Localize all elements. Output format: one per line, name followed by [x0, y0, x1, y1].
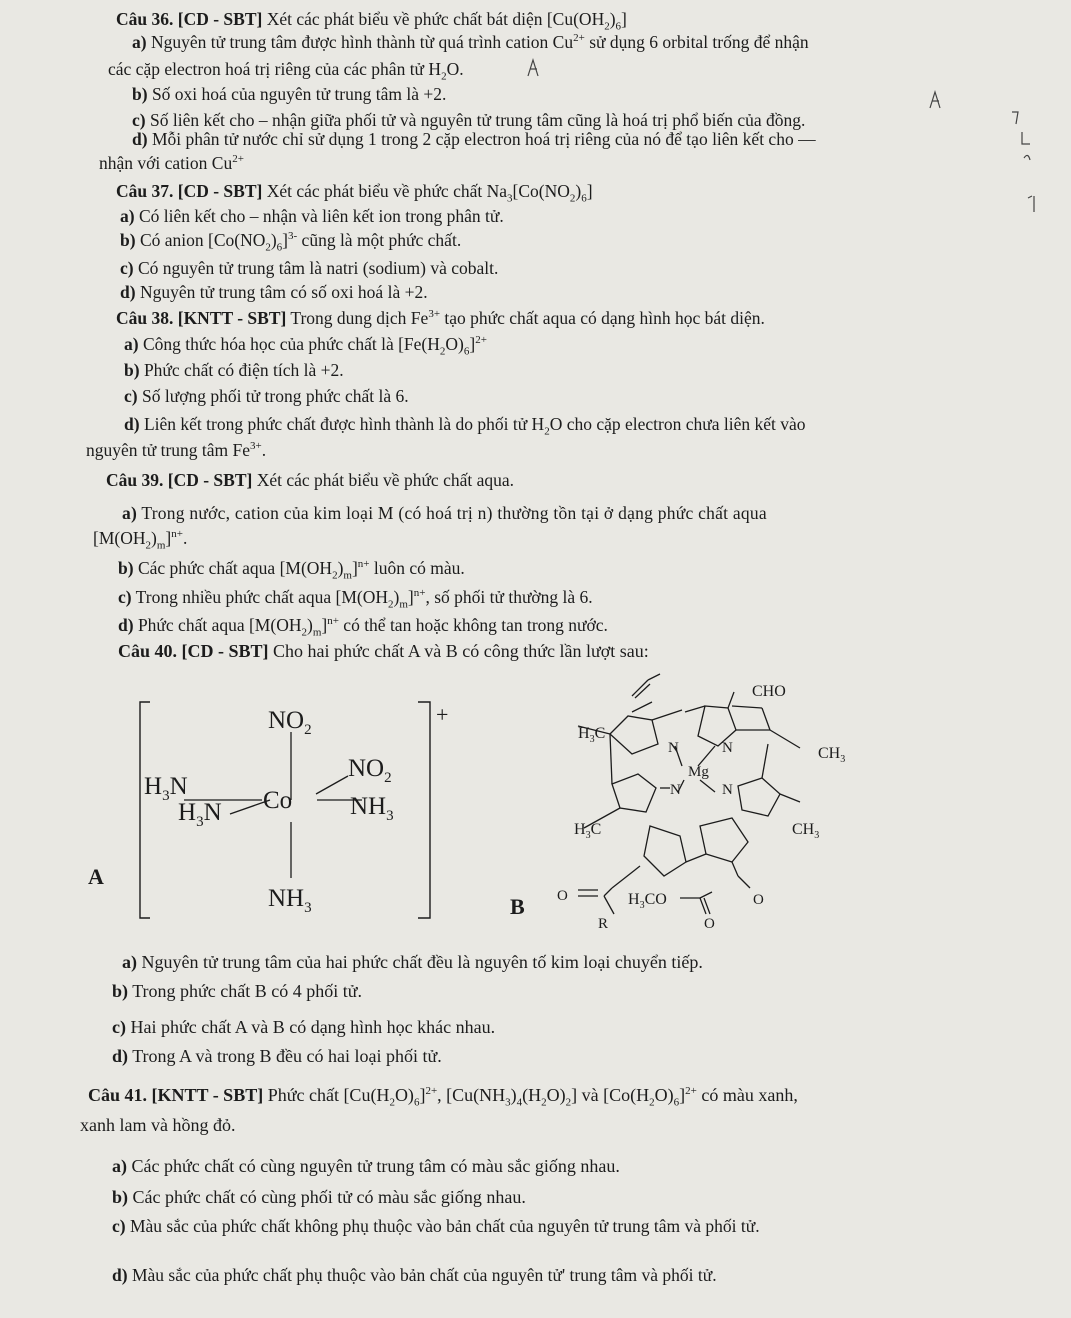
ketone-o-label: O	[557, 888, 568, 904]
cobalt-label: Co	[263, 787, 293, 814]
n-label-1: N	[668, 740, 679, 756]
r-group-label: R	[598, 916, 609, 932]
q38-option-d-cont: nguyên tử trung tâm $Fe^{3+}$.	[86, 440, 267, 460]
no2-right-label: $NO_2$	[348, 755, 392, 786]
q37-title: Câu 37. [CD - SBT] Xét các phát biểu về phức chất $Na_3[Co(NO_2)_6]$	[116, 181, 593, 205]
q37-option-d: d) Nguyên tử trung tâm có số oxi hoá là +2.	[120, 282, 428, 302]
q39-title: Câu 39. [CD - SBT] Xét các phát biểu về phức chất aqua.	[106, 470, 514, 490]
n-label-4: N	[722, 782, 733, 798]
q40-option-d: d) Trong A và trong B đều có hai loại phối tử.	[112, 1046, 442, 1066]
q39-option-a: a) Trong nước, cation của kim loại M (có hoá trị n) thường tồn tại ở dạng phức chất aqua	[122, 503, 767, 523]
q41-title: Câu 41. [KNTT - SBT] Phức chất $[Cu(H_2O)_6]^{2+}$, $[Cu(NH_3)_4(H_2O)_2]$ và $[Co(H_2O)_6]^{2+}$ có màu xanh,	[88, 1085, 798, 1109]
complex-b-label: B	[510, 894, 525, 919]
q38-option-c: c) Số lượng phối tử trong phức chất là 6.	[124, 386, 409, 406]
q40-option-a: a) Nguyên tử trung tâm của hai phức chất đều là nguyên tố kim loại chuyển tiếp.	[122, 952, 703, 972]
q36-option-d-cont: nhận với cation $Cu^{2+}$	[99, 153, 244, 173]
h3n-front-label: $H_3N$	[178, 799, 222, 830]
q37-option-b: b) Có anion $[Co(NO_2)_6]^{3-}$ cũng là một phức chất.	[120, 230, 462, 254]
pen-mark	[524, 56, 544, 80]
q36-option-b: b) Số oxi hoá của nguyên tử trung tâm là +2.	[132, 84, 447, 104]
q41-option-a: a) Các phức chất có cùng nguyên tử trung tâm có màu sắc giống nhau.	[112, 1156, 620, 1176]
q41-title-cont: xanh lam và hồng đỏ.	[80, 1115, 236, 1135]
q39-option-b: b) Các phức chất aqua $[M(OH_2)_m]^{n+}$ luôn có màu.	[118, 558, 465, 582]
q39-option-a-cont: $[M(OH_2)_m]^{n+}$.	[93, 528, 188, 552]
nh3-right-label: $NH_3$	[350, 793, 394, 824]
q36-option-a-cont: các cặp electron hoá trị riêng của các phân tử $H_2O$.	[108, 59, 464, 83]
ester-o-label: O	[753, 892, 764, 908]
q40-option-b: b) Trong phức chất B có 4 phối tử.	[112, 981, 363, 1001]
q41-option-b: b) Các phức chất có cùng phối tử có màu sắc giống nhau.	[112, 1187, 526, 1207]
q38-title: Câu 38. [KNTT - SBT] Trong dung dịch $Fe^{3+}$ tạo phức chất aqua có dạng hình học bát diện.	[116, 308, 765, 328]
complex-a-charge: +	[436, 702, 449, 727]
q40-title: Câu 40. [CD - SBT] Cho hai phức chất A và B có công thức lần lượt sau:	[118, 641, 649, 661]
q39-option-d: d) Phức chất aqua $[M(OH_2)_m]^{n+}$ có thể tan hoặc không tan trong nước.	[118, 615, 608, 639]
h3n-left-label: $H_3N$	[144, 773, 188, 804]
q40-option-c: c) Hai phức chất A và B có dạng hình học khác nhau.	[112, 1017, 496, 1037]
mg-label: Mg	[688, 764, 709, 780]
h3co-label: $H_3CO$	[628, 891, 667, 911]
q37-option-a: a) Có liên kết cho – nhận và liên kết ion trong phân tử.	[120, 206, 504, 226]
cho-label: CHO	[752, 683, 786, 700]
q36-title: Câu 36. [CD - SBT] Xét các phát biểu về phức chất bát diện $[Cu(OH_2)_6]$	[116, 9, 627, 33]
no2-top-label: $NO_2$	[268, 707, 312, 738]
q38-option-a: a) Công thức hóa học của phức chất là $[Fe(H_2O)_6]^{2+}$	[124, 334, 487, 358]
carbonyl-o-label: O	[704, 916, 715, 932]
q36-option-c: c) Số liên kết cho – nhận giữa phối tử và nguyên tử trung tâm cũng là hoá trị phổ biến của đồng.	[132, 110, 806, 130]
complex-b-structure	[500, 666, 860, 946]
q38-option-d: d) Liên kết trong phức chất được hình thành là do phối tử $H_2O$ cho cặp electron chưa liên kết vào	[124, 414, 806, 438]
complex-a-structure	[80, 690, 490, 930]
nh3-bottom-label: $NH_3$	[268, 885, 312, 916]
ch3-right-label: $CH_3$	[818, 745, 846, 765]
pen-mark	[926, 88, 946, 112]
q41-option-c: c) Màu sắc của phức chất không phụ thuộc vào bản chất của nguyên tử trung tâm và phối tử.	[112, 1216, 760, 1236]
h3c-top-label: $H_3C$	[578, 725, 606, 745]
pen-mark	[1000, 100, 1060, 300]
complex-a-label: A	[88, 864, 104, 889]
q36-option-a: a) Nguyên tử trung tâm được hình thành từ quá trình cation $Cu^{2+}$ sử dụng 6 orbital trống để nhận	[132, 32, 809, 52]
ch3-mid-label: $CH_3$	[792, 821, 820, 841]
q37-option-c: c) Có nguyên tử trung tâm là natri (sodium) và cobalt.	[120, 258, 499, 278]
q36-option-d: d) Mỗi phân tử nước chỉ sử dụng 1 trong 2 cặp electron hoá trị riêng của nó để tạo liên kết cho —	[132, 129, 816, 149]
n-label-3: N	[670, 782, 681, 798]
q41-option-d: d) Màu sắc của phức chất phụ thuộc vào bản chất của nguyên tử' trung tâm và phối tử.	[112, 1265, 717, 1285]
n-label-2: N	[722, 740, 733, 756]
h3c-bottom-label: $H_3C$	[574, 821, 602, 841]
q38-option-b: b) Phức chất có điện tích là +2.	[124, 360, 344, 380]
q39-option-c: c) Trong nhiều phức chất aqua $[M(OH_2)_m]^{n+}$, số phối tử thường là 6.	[118, 587, 593, 611]
